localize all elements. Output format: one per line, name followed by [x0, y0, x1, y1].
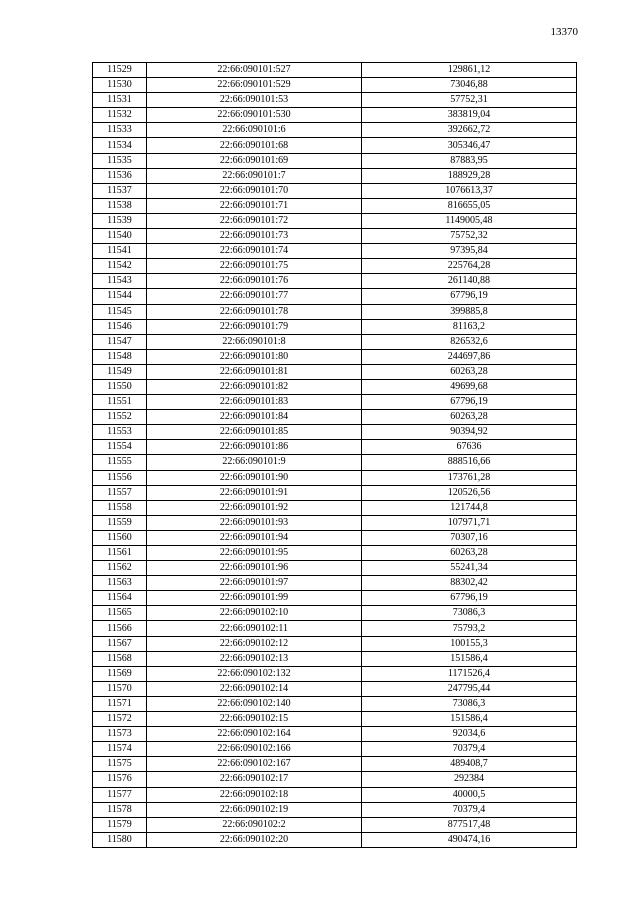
- row-number-cell: 11556: [93, 470, 147, 485]
- cadastral-value-cell: 151586,4: [362, 651, 577, 666]
- row-number-cell: 11546: [93, 319, 147, 334]
- table-row: [93, 229, 577, 244]
- row-number-cell: 11545: [93, 304, 147, 319]
- row-number-cell: 11548: [93, 349, 147, 364]
- cadastral-number-cell: 22:66:090101:80: [147, 349, 362, 364]
- row-number-cell: 11558: [93, 500, 147, 515]
- cadastral-value-cell: 97395,84: [362, 244, 577, 259]
- cadastral-number-cell: 22:66:090102:132: [147, 666, 362, 681]
- cadastral-value-cell: 92034,6: [362, 727, 577, 742]
- row-number-cell: 11551: [93, 395, 147, 410]
- cadastral-value-cell: 826532,6: [362, 334, 577, 349]
- table-row: [93, 78, 577, 93]
- table-row: [93, 108, 577, 123]
- cadastral-value-cell: 49699,68: [362, 379, 577, 394]
- table-row: [93, 455, 577, 470]
- page-number: 13370: [550, 26, 578, 38]
- row-number-cell: 11535: [93, 153, 147, 168]
- row-number-cell: 11542: [93, 259, 147, 274]
- row-number-cell: 11566: [93, 621, 147, 636]
- row-number-cell: 11579: [93, 817, 147, 832]
- cadastral-value-cell: 40000,5: [362, 787, 577, 802]
- row-number-cell: 11543: [93, 274, 147, 289]
- table-row: [93, 606, 577, 621]
- table-row: [93, 621, 577, 636]
- cadastral-number-cell: 22:66:090101:73: [147, 229, 362, 244]
- row-number-cell: 11552: [93, 410, 147, 425]
- cadastral-number-cell: 22:66:090101:69: [147, 153, 362, 168]
- table-row: [93, 168, 577, 183]
- cadastral-number-cell: 22:66:090101:53: [147, 93, 362, 108]
- row-number-cell: 11530: [93, 78, 147, 93]
- cadastral-value-cell: 247795,44: [362, 681, 577, 696]
- row-number-cell: 11569: [93, 666, 147, 681]
- cadastral-number-cell: 22:66:090102:20: [147, 832, 362, 847]
- cadastral-number-cell: 22:66:090101:95: [147, 546, 362, 561]
- row-number-cell: 11573: [93, 727, 147, 742]
- cadastral-number-cell: 22:66:090101:74: [147, 244, 362, 259]
- cadastral-number-cell: 22:66:090101:530: [147, 108, 362, 123]
- table-row: [93, 425, 577, 440]
- cadastral-value-cell: 75752,32: [362, 229, 577, 244]
- cadastral-value-cell: 81163,2: [362, 319, 577, 334]
- cadastral-number-cell: 22:66:090101:99: [147, 591, 362, 606]
- table-row: [93, 696, 577, 711]
- row-number-cell: 11560: [93, 530, 147, 545]
- cadastral-value-cell: 60263,28: [362, 546, 577, 561]
- table-row: [93, 470, 577, 485]
- row-number-cell: 11561: [93, 546, 147, 561]
- row-number-cell: 11539: [93, 213, 147, 228]
- cadastral-number-cell: 22:66:090101:85: [147, 425, 362, 440]
- cadastral-number-cell: 22:66:090102:13: [147, 651, 362, 666]
- cadastral-value-cell: 305346,47: [362, 138, 577, 153]
- table-row: [93, 832, 577, 847]
- cadastral-number-cell: 22:66:090101:84: [147, 410, 362, 425]
- cadastral-value-cell: 57752,31: [362, 93, 577, 108]
- cadastral-value-cell: 151586,4: [362, 712, 577, 727]
- cadastral-value-cell: 292384: [362, 772, 577, 787]
- row-number-cell: 11533: [93, 123, 147, 138]
- cadastral-number-cell: 22:66:090101:77: [147, 289, 362, 304]
- row-number-cell: 11570: [93, 681, 147, 696]
- cadastral-number-cell: 22:66:090101:86: [147, 440, 362, 455]
- row-number-cell: 11550: [93, 379, 147, 394]
- table-row: [93, 244, 577, 259]
- cadastral-number-cell: 22:66:090102:166: [147, 742, 362, 757]
- table-row: [93, 681, 577, 696]
- cadastral-value-cell: 90394,92: [362, 425, 577, 440]
- table-row: [93, 123, 577, 138]
- table-row: [93, 636, 577, 651]
- table-row: [93, 546, 577, 561]
- cadastral-number-cell: 22:66:090101:93: [147, 515, 362, 530]
- table-row: [93, 259, 577, 274]
- cadastral-number-cell: 22:66:090101:9: [147, 455, 362, 470]
- cadastral-number-cell: 22:66:090102:164: [147, 727, 362, 742]
- cadastral-number-cell: 22:66:090101:90: [147, 470, 362, 485]
- cadastral-value-cell: 67636: [362, 440, 577, 455]
- table-row: [93, 138, 577, 153]
- cadastral-number-cell: 22:66:090101:81: [147, 364, 362, 379]
- row-number-cell: 11557: [93, 485, 147, 500]
- table-row: [93, 319, 577, 334]
- table-row: [93, 153, 577, 168]
- cadastral-value-cell: 70379,4: [362, 802, 577, 817]
- cadastral-value-cell: 87883,95: [362, 153, 577, 168]
- table-row: [93, 666, 577, 681]
- cadastral-value-table: [92, 62, 577, 848]
- table-row: [93, 440, 577, 455]
- table-row: [93, 485, 577, 500]
- table-row: [93, 817, 577, 832]
- table-body: [93, 63, 577, 848]
- cadastral-number-cell: 22:66:090101:70: [147, 183, 362, 198]
- cadastral-number-cell: 22:66:090101:82: [147, 379, 362, 394]
- cadastral-value-cell: 121744,8: [362, 500, 577, 515]
- cadastral-number-cell: 22:66:090102:19: [147, 802, 362, 817]
- cadastral-number-cell: 22:66:090101:83: [147, 395, 362, 410]
- table-row: [93, 349, 577, 364]
- row-number-cell: 11572: [93, 712, 147, 727]
- cadastral-value-cell: 225764,28: [362, 259, 577, 274]
- cadastral-number-cell: 22:66:090102:17: [147, 772, 362, 787]
- table-row: [93, 304, 577, 319]
- cadastral-number-cell: 22:66:090102:15: [147, 712, 362, 727]
- row-number-cell: 11565: [93, 606, 147, 621]
- table-row: [93, 379, 577, 394]
- table-row: [93, 515, 577, 530]
- row-number-cell: 11529: [93, 63, 147, 78]
- cadastral-value-cell: 173761,28: [362, 470, 577, 485]
- cadastral-number-cell: 22:66:090101:529: [147, 78, 362, 93]
- cadastral-value-cell: 73086,3: [362, 696, 577, 711]
- row-number-cell: 11571: [93, 696, 147, 711]
- table-row: [93, 591, 577, 606]
- cadastral-value-cell: 399885,8: [362, 304, 577, 319]
- row-number-cell: 11559: [93, 515, 147, 530]
- row-number-cell: 11538: [93, 198, 147, 213]
- cadastral-value-cell: 67796,19: [362, 395, 577, 410]
- row-number-cell: 11562: [93, 561, 147, 576]
- cadastral-number-cell: 22:66:090101:91: [147, 485, 362, 500]
- table-row: [93, 651, 577, 666]
- cadastral-value-cell: 88302,42: [362, 576, 577, 591]
- cadastral-number-cell: 22:66:090102:12: [147, 636, 362, 651]
- row-number-cell: 11568: [93, 651, 147, 666]
- cadastral-value-cell: 73086,3: [362, 606, 577, 621]
- row-number-cell: 11555: [93, 455, 147, 470]
- row-number-cell: 11574: [93, 742, 147, 757]
- cadastral-value-cell: 70379,4: [362, 742, 577, 757]
- cadastral-number-cell: 22:66:090101:96: [147, 561, 362, 576]
- row-number-cell: 11563: [93, 576, 147, 591]
- table-row: [93, 410, 577, 425]
- cadastral-number-cell: 22:66:090101:97: [147, 576, 362, 591]
- cadastral-value-cell: 129861,12: [362, 63, 577, 78]
- row-number-cell: 11544: [93, 289, 147, 304]
- table-row: [93, 198, 577, 213]
- cadastral-number-cell: 22:66:090101:7: [147, 168, 362, 183]
- cadastral-value-cell: 1171526,4: [362, 666, 577, 681]
- cadastral-number-cell: 22:66:090102:14: [147, 681, 362, 696]
- row-number-cell: 11531: [93, 93, 147, 108]
- cadastral-value-cell: 392662,72: [362, 123, 577, 138]
- row-number-cell: 11534: [93, 138, 147, 153]
- cadastral-value-cell: 55241,34: [362, 561, 577, 576]
- row-number-cell: 11576: [93, 772, 147, 787]
- cadastral-value-cell: 67796,19: [362, 591, 577, 606]
- row-number-cell: 11547: [93, 334, 147, 349]
- row-number-cell: 11577: [93, 787, 147, 802]
- row-number-cell: 11532: [93, 108, 147, 123]
- cadastral-value-cell: 75793,2: [362, 621, 577, 636]
- cadastral-value-cell: 261140,88: [362, 274, 577, 289]
- row-number-cell: 11575: [93, 757, 147, 772]
- cadastral-value-cell: 383819,04: [362, 108, 577, 123]
- cadastral-value-cell: 107971,71: [362, 515, 577, 530]
- row-number-cell: 11567: [93, 636, 147, 651]
- row-number-cell: 11580: [93, 832, 147, 847]
- table-row: [93, 787, 577, 802]
- table-row: [93, 727, 577, 742]
- cadastral-value-cell: 490474,16: [362, 832, 577, 847]
- cadastral-number-cell: 22:66:090101:94: [147, 530, 362, 545]
- cadastral-number-cell: 22:66:090102:18: [147, 787, 362, 802]
- table-row: [93, 213, 577, 228]
- row-number-cell: 11537: [93, 183, 147, 198]
- table-row: [93, 289, 577, 304]
- cadastral-value-cell: 67796,19: [362, 289, 577, 304]
- table-row: [93, 274, 577, 289]
- cadastral-value-cell: 489408,7: [362, 757, 577, 772]
- cadastral-value-cell: 877517,48: [362, 817, 577, 832]
- cadastral-number-cell: 22:66:090102:2: [147, 817, 362, 832]
- cadastral-value-cell: 60263,28: [362, 364, 577, 379]
- cadastral-value-cell: 100155,3: [362, 636, 577, 651]
- cadastral-value-cell: 816655,05: [362, 198, 577, 213]
- table-row: [93, 712, 577, 727]
- row-number-cell: 11553: [93, 425, 147, 440]
- row-number-cell: 11540: [93, 229, 147, 244]
- cadastral-number-cell: 22:66:090101:6: [147, 123, 362, 138]
- row-number-cell: 11536: [93, 168, 147, 183]
- table-row: [93, 364, 577, 379]
- cadastral-value-cell: 60263,28: [362, 410, 577, 425]
- cadastral-number-cell: 22:66:090102:10: [147, 606, 362, 621]
- cadastral-number-cell: 22:66:090101:76: [147, 274, 362, 289]
- cadastral-value-cell: 70307,16: [362, 530, 577, 545]
- table-row: [93, 63, 577, 78]
- cadastral-number-cell: 22:66:090102:140: [147, 696, 362, 711]
- table-row: [93, 757, 577, 772]
- cadastral-number-cell: 22:66:090101:79: [147, 319, 362, 334]
- cadastral-value-cell: 73046,88: [362, 78, 577, 93]
- row-number-cell: 11549: [93, 364, 147, 379]
- cadastral-number-cell: 22:66:090102:11: [147, 621, 362, 636]
- cadastral-value-cell: 244697,86: [362, 349, 577, 364]
- row-number-cell: 11554: [93, 440, 147, 455]
- cadastral-value-cell: 888516,66: [362, 455, 577, 470]
- cadastral-number-cell: 22:66:090101:92: [147, 500, 362, 515]
- cadastral-number-cell: 22:66:090101:71: [147, 198, 362, 213]
- row-number-cell: 11564: [93, 591, 147, 606]
- cadastral-value-cell: 1149005,48: [362, 213, 577, 228]
- row-number-cell: 11541: [93, 244, 147, 259]
- cadastral-number-cell: 22:66:090102:167: [147, 757, 362, 772]
- row-number-cell: 11578: [93, 802, 147, 817]
- table-row: [93, 395, 577, 410]
- cadastral-number-cell: 22:66:090101:72: [147, 213, 362, 228]
- cadastral-value-cell: 1076613,37: [362, 183, 577, 198]
- cadastral-number-cell: 22:66:090101:527: [147, 63, 362, 78]
- table-row: [93, 334, 577, 349]
- table-row: [93, 576, 577, 591]
- table-row: [93, 742, 577, 757]
- cadastral-value-cell: 188929,28: [362, 168, 577, 183]
- table-row: [93, 802, 577, 817]
- cadastral-number-cell: 22:66:090101:68: [147, 138, 362, 153]
- table-row: [93, 93, 577, 108]
- cadastral-number-cell: 22:66:090101:75: [147, 259, 362, 274]
- cadastral-number-cell: 22:66:090101:8: [147, 334, 362, 349]
- cadastral-value-cell: 120526,56: [362, 485, 577, 500]
- table-row: [93, 500, 577, 515]
- table-row: [93, 183, 577, 198]
- table-row: [93, 561, 577, 576]
- table-row: [93, 772, 577, 787]
- cadastral-number-cell: 22:66:090101:78: [147, 304, 362, 319]
- table-row: [93, 530, 577, 545]
